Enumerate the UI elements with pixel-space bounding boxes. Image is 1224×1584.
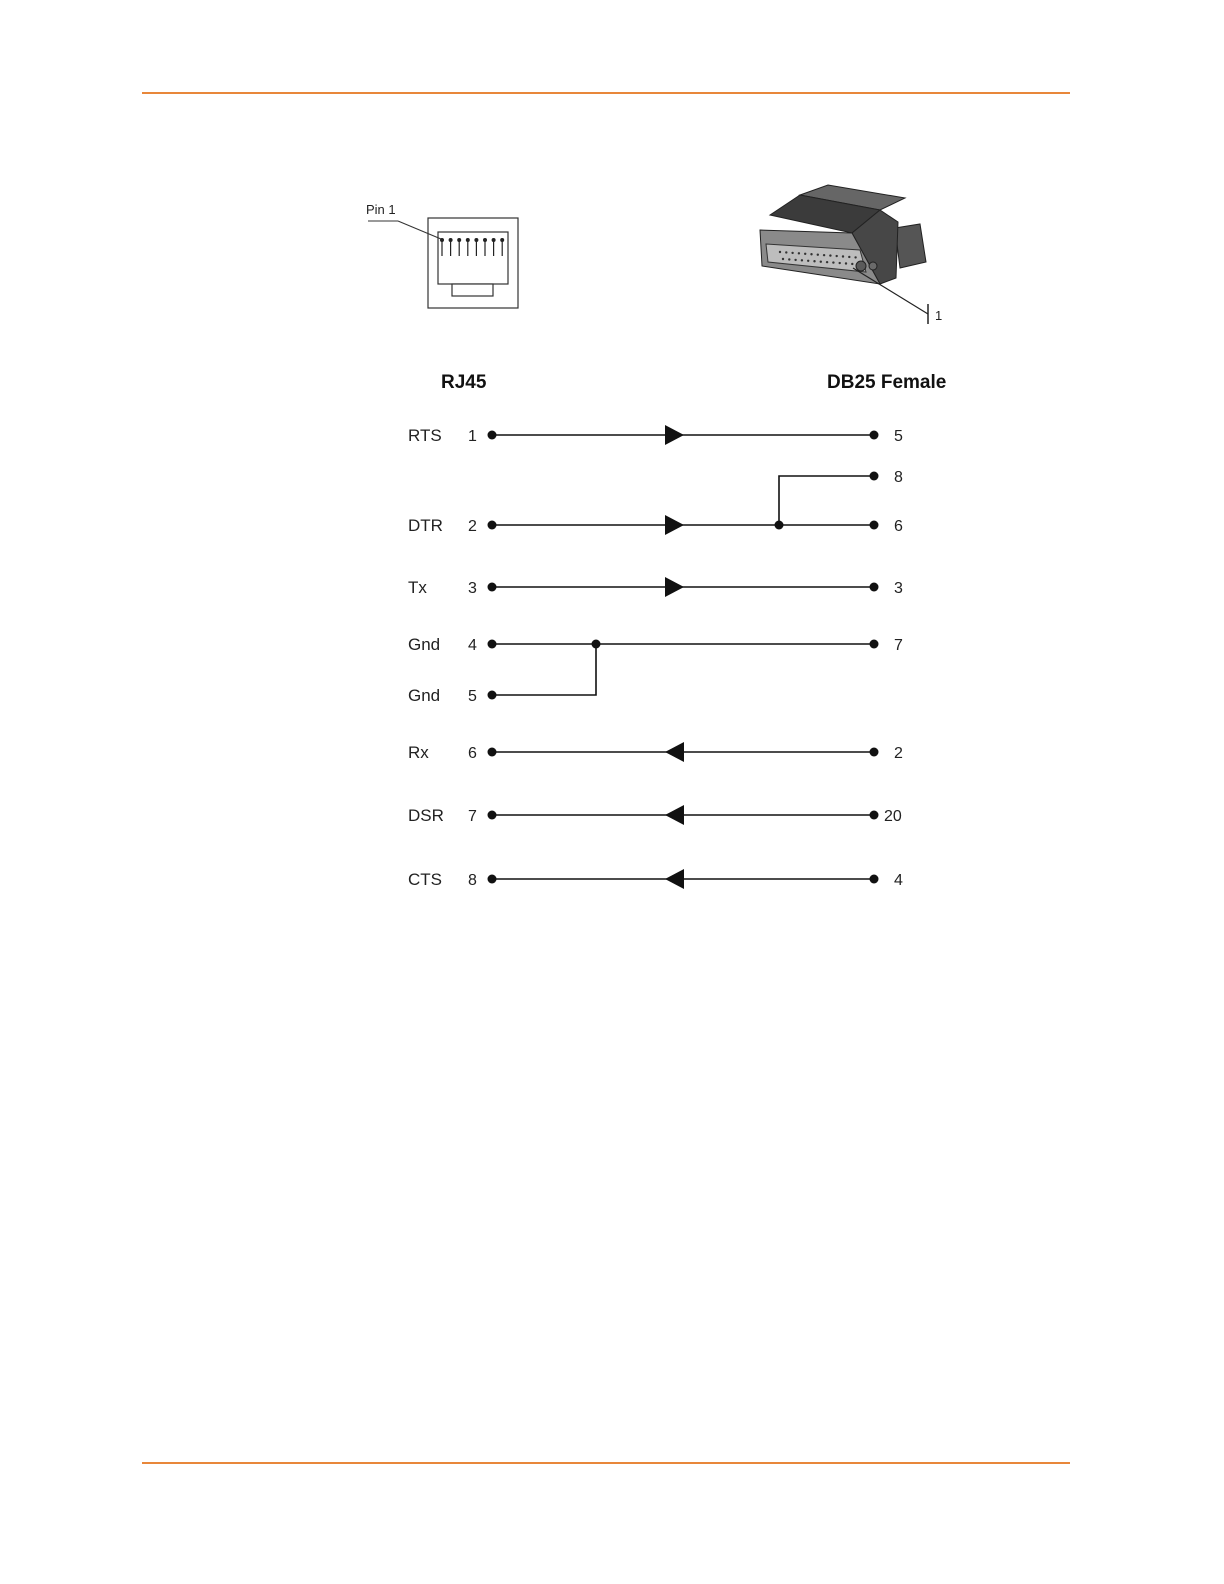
db25-hole [794, 259, 796, 261]
signal-label: Gnd [408, 686, 441, 705]
db25-pin-dot [870, 431, 879, 440]
db25-hole [836, 255, 838, 257]
rj45-pin-label: 2 [468, 518, 477, 535]
db25-heading: DB25 Female [827, 372, 947, 393]
db25-hole [791, 252, 793, 254]
wire-row-dsr-7 [408, 805, 902, 825]
db25-hole [779, 251, 781, 253]
db25-pin-dot [870, 521, 879, 530]
direction-arrow-left [665, 742, 684, 762]
wire-row-tx-3 [408, 577, 903, 597]
db25-hole [813, 260, 815, 262]
db25-hole [807, 260, 809, 262]
db25-hole [832, 261, 834, 263]
junction-dot [592, 640, 601, 649]
db25-pin-label: 8 [894, 469, 903, 486]
rj45-pin1-callout: Pin 1 [366, 202, 396, 217]
db25-hole [826, 261, 828, 263]
direction-arrow-left [665, 805, 684, 825]
db25-hole [804, 253, 806, 255]
rj45-pin-label: 7 [468, 808, 477, 825]
db25-pin-dot [870, 875, 879, 884]
db25-hole [788, 258, 790, 260]
direction-arrow-right [665, 425, 684, 445]
signal-label: CTS [408, 870, 442, 889]
db25-pin-dot [870, 811, 879, 820]
db25-pin-label: 4 [894, 872, 903, 889]
rj45-contact-tip [457, 238, 461, 242]
wire-row-rx-6 [408, 742, 903, 762]
db25-hole [810, 253, 812, 255]
signal-label: RTS [408, 426, 442, 445]
db25-hole [854, 256, 856, 258]
branch-wire [779, 476, 874, 525]
db25-hole [829, 254, 831, 256]
rj45-pin-label: 6 [468, 745, 477, 762]
rj45-pin-label: 8 [468, 872, 477, 889]
db25-hole [785, 251, 787, 253]
db25-hole [823, 254, 825, 256]
wire-row-dtr-2 [408, 469, 903, 535]
direction-arrow-right [665, 515, 684, 535]
ground-join-wire [492, 644, 596, 695]
db25-pin-label: 2 [894, 745, 903, 762]
rj45-contact-tip [449, 238, 453, 242]
db25-pin-label: 6 [894, 518, 903, 535]
db25-hole [842, 255, 844, 257]
rj45-contact-tip [466, 238, 470, 242]
db25-pin-dot [870, 748, 879, 757]
db25-pin-label: 20 [884, 808, 902, 825]
wire-row-rts-1 [408, 425, 903, 445]
db25-hole [782, 258, 784, 260]
rj45-pin-label: 1 [468, 428, 477, 445]
wire-row-gnd-4 [408, 635, 903, 654]
rj45-heading: RJ45 [441, 372, 487, 393]
db25-pin-dot [870, 640, 879, 649]
signal-label: Rx [408, 743, 429, 762]
rj45-contact-tip [483, 238, 487, 242]
db25-hole [851, 263, 853, 265]
signal-label: DSR [408, 806, 444, 825]
direction-arrow-right [665, 577, 684, 597]
rj45-contact-tip [474, 238, 478, 242]
rj45-pin-label: 5 [468, 688, 477, 705]
db25-pin-label: 7 [894, 637, 903, 654]
db25-hole [817, 254, 819, 256]
db25-hole [801, 259, 803, 261]
db25-pin-label: 3 [894, 580, 903, 597]
signal-label: DTR [408, 516, 443, 535]
db25-hole [845, 262, 847, 264]
direction-arrow-left [665, 869, 684, 889]
signal-label: Tx [408, 578, 427, 597]
rj45-pin-label: 3 [468, 580, 477, 597]
rj45-contact-tip [500, 238, 504, 242]
db25-adapter-illustration [760, 185, 942, 324]
rj45-jack-illustration [366, 202, 518, 308]
db25-pin-dot [870, 472, 879, 481]
db25-hole [798, 252, 800, 254]
wire-row-cts-8 [408, 869, 903, 889]
rj45-pin-label: 4 [468, 637, 477, 654]
db25-hole [848, 256, 850, 258]
db25-hole [839, 262, 841, 264]
db25-pin-label: 5 [894, 428, 903, 445]
db25-pin1-callout: 1 [935, 308, 943, 323]
db25-hole [820, 261, 822, 263]
wire-list [408, 425, 903, 889]
signal-label: Gnd [408, 635, 441, 654]
rj45-contact-tip [492, 238, 496, 242]
db25-pin-dot [870, 583, 879, 592]
